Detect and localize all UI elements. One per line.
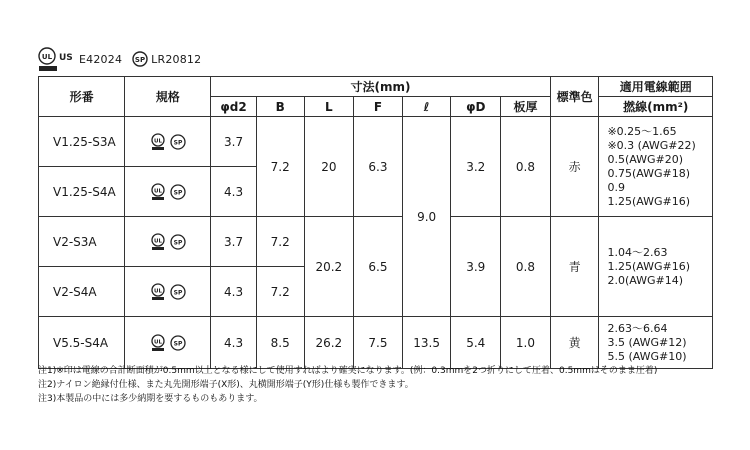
csa-sp-icon — [170, 335, 186, 351]
svg-text:SP: SP — [173, 289, 183, 296]
thickness-cell: 0.8 — [501, 117, 551, 217]
ell-cell: 9.0 — [402, 117, 451, 317]
wire-line: 0.75(AWG#18) — [607, 166, 691, 180]
wire-line: 2.0(AWG#14) — [607, 273, 684, 287]
standard-cell — [125, 267, 211, 317]
header-standard: 規格 — [125, 77, 211, 117]
l-cell: 26.2 — [304, 317, 354, 369]
d2-cell: 3.7 — [211, 117, 257, 167]
standard-cell — [125, 167, 211, 217]
wire-line: 1.25(AWG#16) — [607, 194, 691, 208]
csa-sp-icon — [170, 234, 186, 250]
header-b: B — [256, 97, 304, 117]
header-ell: ℓ — [402, 97, 451, 117]
l-cell: 20.2 — [304, 217, 354, 317]
wire-range-cell — [599, 217, 713, 317]
d-cell: 5.4 — [451, 317, 501, 369]
model-cell: V1.25-S3A — [39, 117, 125, 167]
table-row — [39, 117, 713, 167]
wire-line: 1.25(AWG#16) — [607, 259, 691, 273]
header-d2: φd2 — [211, 97, 257, 117]
d2-cell: 4.3 — [211, 167, 257, 217]
ul-listed-icon — [150, 283, 168, 301]
standard-cell — [125, 217, 211, 267]
csa-sp-icon — [170, 284, 186, 300]
ul-certification — [38, 46, 122, 72]
ul-listed-icon — [150, 183, 168, 201]
wire-range-cell — [599, 117, 713, 217]
svg-text:UL: UL — [153, 238, 162, 244]
f-cell: 7.5 — [354, 317, 403, 369]
table-row — [39, 217, 713, 267]
ul-listed-icon — [150, 133, 168, 151]
svg-text:UL: UL — [153, 188, 162, 194]
standard-cell — [125, 317, 211, 369]
svg-text:SP: SP — [173, 189, 183, 196]
f-cell: 6.3 — [354, 117, 403, 217]
header-color: 標準色 — [550, 77, 599, 117]
ul-listed-icon — [150, 233, 168, 251]
wire-line: 0.5(AWG#20) — [607, 152, 684, 166]
l-cell: 20 — [304, 117, 354, 217]
model-cell: V2-S3A — [39, 217, 125, 267]
ul-listed-icon — [150, 334, 168, 352]
svg-text:UL: UL — [41, 53, 53, 61]
f-cell: 6.5 — [354, 217, 403, 317]
note-1: 注1)※印は電線の合計断面積が0.5mm以上となる様にして使用すればより確実になります。(例：0.3mmを2つ折りにして圧着、0.5mmはそのまま圧着) — [38, 366, 658, 376]
svg-text:UL: UL — [153, 288, 162, 294]
b-cell: 7.2 — [256, 117, 304, 217]
thickness-cell: 1.0 — [501, 317, 551, 369]
header-dimensions: 寸法(mm) — [211, 77, 551, 97]
header-thickness: 板厚 — [501, 97, 551, 117]
model-cell: V2-S4A — [39, 267, 125, 317]
ul-listed-icon — [38, 46, 76, 72]
svg-text:UL: UL — [153, 138, 162, 144]
d2-cell: 3.7 — [211, 217, 257, 267]
b-cell: 7.2 — [256, 217, 304, 267]
wire-range-cell — [599, 317, 713, 369]
svg-text:US: US — [59, 53, 73, 63]
ell-cell: 13.5 — [402, 317, 451, 369]
header-stranded: 撚線(mm²) — [599, 97, 713, 117]
svg-text:SP: SP — [173, 239, 183, 246]
notes — [38, 364, 657, 406]
svg-text:SP: SP — [173, 340, 183, 347]
b-cell: 7.2 — [256, 267, 304, 317]
ul-file-number: E42024 — [79, 52, 123, 66]
csa-file-number: LR20812 — [151, 52, 202, 66]
svg-text:UL: UL — [153, 339, 162, 345]
model-cell: V5.5-S4A — [39, 317, 125, 369]
note-3: 注3)本製品の中には多少納期を要するものもあります。 — [38, 394, 263, 404]
header-f: F — [354, 97, 403, 117]
table-row — [39, 317, 713, 369]
color-cell: 赤 — [550, 117, 599, 217]
wire-line: ※0.3 (AWG#22) — [607, 138, 696, 152]
header-d: φD — [451, 97, 501, 117]
csa-sp-icon — [170, 134, 186, 150]
wire-line: 3.5 (AWG#12) — [607, 335, 687, 349]
thickness-cell: 0.8 — [501, 217, 551, 317]
header-model: 形番 — [39, 77, 125, 117]
model-cell: V1.25-S4A — [39, 167, 125, 217]
wire-line: 5.5 (AWG#10) — [607, 349, 687, 363]
header-wire-range: 適用電線範囲 — [599, 77, 713, 97]
csa-sp-icon — [132, 51, 148, 67]
b-cell: 8.5 — [256, 317, 304, 369]
wire-line: 0.9 — [607, 180, 625, 194]
note-2: 注2)ナイロン絶縁付仕様、また丸先開形端子(X形)、丸横開形端子(Y形)仕様も製作できます。 — [38, 380, 414, 390]
csa-sp-icon — [170, 184, 186, 200]
svg-text:SP: SP — [135, 56, 146, 64]
csa-certification — [132, 51, 201, 67]
color-cell: 黄 — [550, 317, 599, 369]
header-l: L — [304, 97, 354, 117]
wire-line: 2.63～6.64 — [607, 321, 668, 335]
spec-table — [38, 76, 713, 369]
color-cell: 青 — [550, 217, 599, 317]
wire-line: 1.04～2.63 — [607, 245, 668, 259]
d2-cell: 4.3 — [211, 267, 257, 317]
certification-bar — [38, 44, 211, 74]
d2-cell: 4.3 — [211, 317, 257, 369]
svg-text:SP: SP — [173, 139, 183, 146]
wire-line: ※0.25～1.65 — [607, 124, 677, 138]
d-cell: 3.9 — [451, 217, 501, 317]
standard-cell — [125, 117, 211, 167]
d-cell: 3.2 — [451, 117, 501, 217]
